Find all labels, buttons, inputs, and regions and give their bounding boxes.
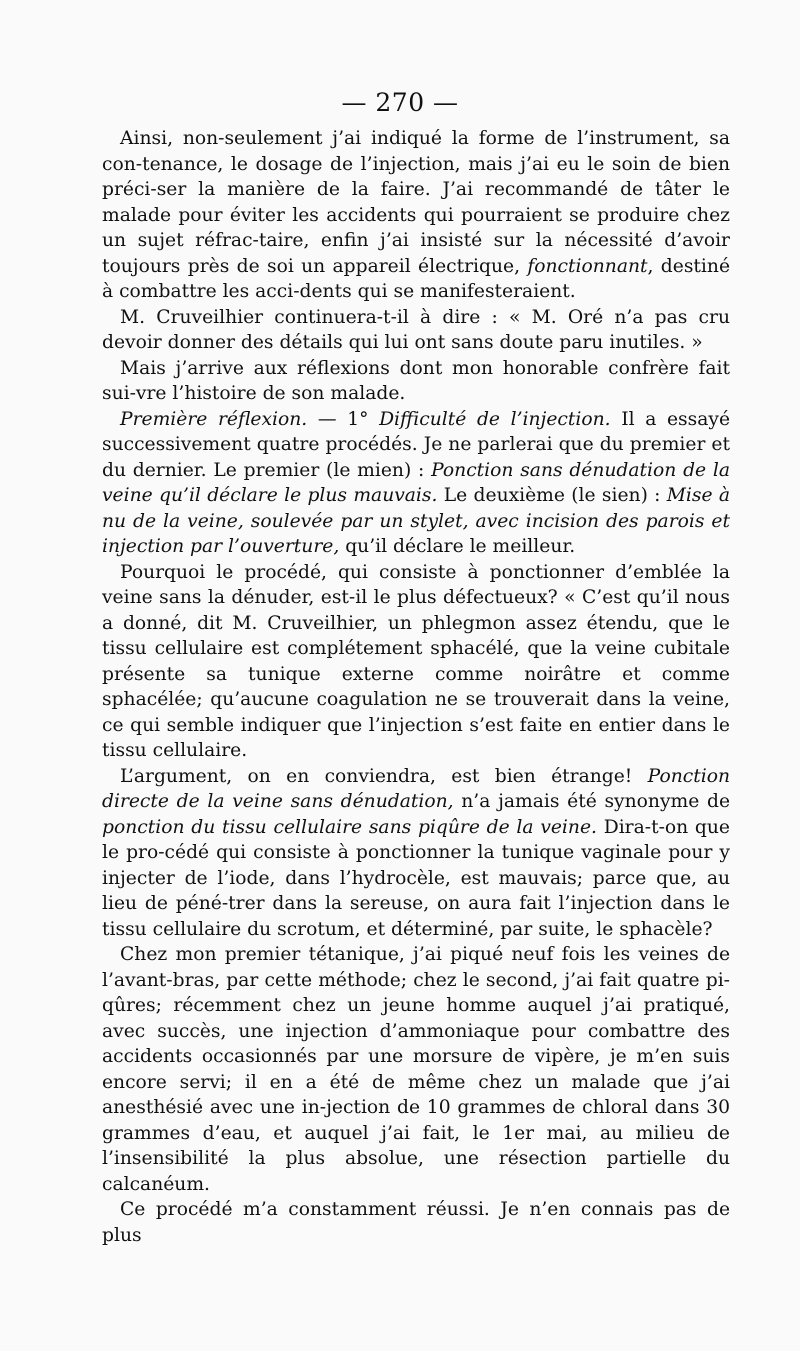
paragraph xyxy=(102,305,730,356)
text-run: , destiné à combattre les acci-dents qui se manifesteraient. xyxy=(102,255,731,302)
italic-run: Ponction directe de la veine sans dénudation, xyxy=(102,765,730,812)
paragraph xyxy=(102,560,730,764)
italic-run: fonctionnant xyxy=(527,255,648,277)
text-run: Ainsi, non-seulement j’ai indiqué la forme de l’instrument, sa con-tenance, le dosage de l’injection, mais j’ai eu le soin de bien préci-ser la manière de la faire. J’ai recommandé de tâter le malade pour éviter les accidents qui pourraient se produire chez un sujet réfrac-taire, enfin j’ai insisté sur la nécessité d’avoir toujours près de soi un appareil électrique, xyxy=(102,128,730,277)
text-run: Le deuxième (le sien) : xyxy=(437,485,667,506)
text-run: Chez mon premier tétanique, j’ai piqué neuf fois les veines de l’avant-bras, par cette méthode; chez le second, j’ai fait quatre pi-qûres; récemment chez un jeune homme auquel j’ai pratiqué, avec succès, une injection d’ammoniaque pour combattre des accidents occasionnés par une morsure de vipère, je m’en suis encore servi; il en a été de même chez un malade que j’ai anesthésié avec une in-jection de 10 grammes de chloral dans 30 grammes d’eau, et auquel j’ai fait, le 1er mai, au milieu de l’insensibilité la plus absolue, une résection partielle du calcanéum. xyxy=(102,944,730,1195)
text-run: n’a jamais été synonyme de xyxy=(453,791,730,812)
paragraph xyxy=(102,356,730,407)
body-text xyxy=(102,126,730,1248)
text-run: Ce procédé m’a constamment réussi. Je n’en connais pas de plus xyxy=(102,1199,730,1246)
italic-run: Première réflexion. xyxy=(120,408,308,430)
text-run: — 1° xyxy=(307,408,380,430)
text-run: Dira-t-on que le pro-cédé qui consiste à ponctionner la tunique vaginale pour y injecter de l’iode, dans l’hydrocèle, est mauvais; parce que, au lieu de péné-trer dans la sereuse, on aura fait l’injection dans le tissu cellulaire du scrotum, et déterminé, par suite, le sphacèle? xyxy=(102,816,730,940)
text-run: Mais j’arrive aux réflexions dont mon honorable confrère fait sui-vre l’histoire de son malade. xyxy=(102,357,730,404)
italic-run: Ponction sans dénudation de la veine qu’il déclare le plus mauvais. xyxy=(102,459,730,506)
italic-run: Mise à nu de la veine, soulevée par un stylet, avec incision des parois et injection par l’ouverture, xyxy=(102,485,730,557)
paragraph xyxy=(102,1197,730,1248)
text-run: Il a essayé successivement quatre procédés. Je ne parlerai que du premier et du dernier. Le premier (le mien) : xyxy=(102,408,731,481)
paragraph xyxy=(102,942,730,1197)
paragraph xyxy=(102,126,730,305)
italic-run: ponction du tissu cellulaire sans piqûre de la veine. xyxy=(102,816,597,838)
text-run: L’argument, on en conviendra, est bien étrange! xyxy=(120,765,648,787)
text-run: M. Cruveilhier continuera-t-il à dire : « M. Oré n’a pas cru devoir donner des détails qui lui ont sans doute paru inutiles. » xyxy=(102,306,730,353)
text-run: Pourquoi le procédé, qui consiste à ponctionner d’emblée la veine sans la dénuder, est-il le plus défectueux? « C’est qu’il nous a donné, dit M. Cruveilhier, un phlegmon assez étendu, que le tissu cellulaire est complétement sphacélé, que la veine cubitale présente sa tunique externe comme noirâtre et comme sphacélée; qu’aucune coagulation ne se trouverait dans la veine, ce qui semble indiquer que l’injection s’est faite en entier dans le tissu cellulaire. xyxy=(102,561,730,761)
text-run: qu’il déclare le meilleur. xyxy=(339,536,576,557)
page-number: — 270 — xyxy=(341,88,459,117)
italic-run: Difficulté de l’injection. xyxy=(379,408,611,430)
paragraph xyxy=(102,407,730,560)
paragraph xyxy=(102,764,730,943)
